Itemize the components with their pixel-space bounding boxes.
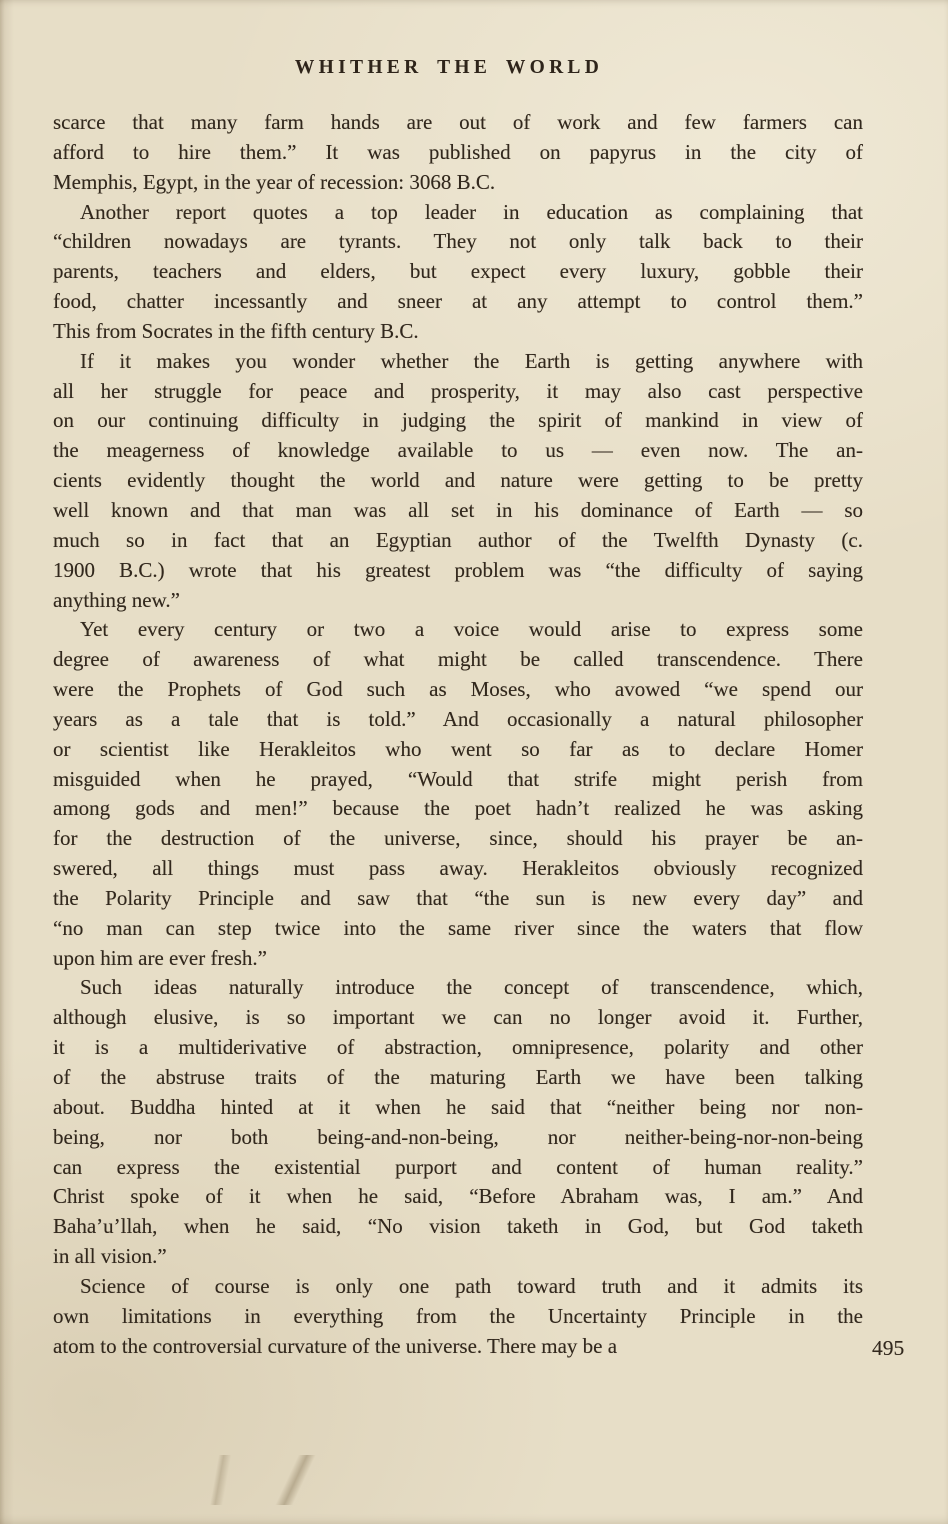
text-line: it is a multiderivative of abstraction, omnipresence, polarity and other (53, 1035, 863, 1060)
text-line: scarce that many farm hands are out of work and few farmers can (53, 110, 863, 134)
text-line: Yet every century or two a voice would arise to express some (80, 617, 863, 642)
text-line: “no man can step twice into the same river since the waters that flow (53, 915, 863, 940)
text-line: well known and that man was all set in his dominance of Earth — so (53, 497, 863, 522)
text-line: Science of course is only one path toward truth and it admits its (80, 1273, 863, 1298)
text-line: all her struggle for peace and prosperity, it may also cast perspective (53, 378, 863, 403)
text-line: upon him are ever fresh.” (53, 945, 267, 970)
text-line: misguided when he prayed, “Would that strife might perish from (53, 766, 863, 791)
page-number: 495 (872, 1336, 905, 1360)
text-line: afford to hire them.” It was published on papyrus in the city of (53, 139, 863, 164)
text-line: years as a tale that is told.” And occasionally a natural philosopher (53, 706, 863, 731)
text-line: “children nowadays are tyrants. They not only talk back to their (53, 229, 863, 254)
text-line: anything new.” (53, 587, 180, 612)
text-line: cients evidently thought the world and nature were getting to be pretty (53, 468, 863, 493)
text-line: Another report quotes a top leader in education as complaining that (80, 199, 863, 224)
text-line: Such ideas naturally introduce the concept of transcendence, which, (80, 975, 863, 1000)
text-line: the Polarity Principle and saw that “the sun is new every day” and (53, 885, 863, 910)
running-head: WHITHER THE WORLD (294, 57, 604, 78)
text-line: own limitations in everything from the Uncertainty Principle in the (53, 1303, 863, 1328)
body-text (53, 108, 863, 1361)
text-line: degree of awareness of what might be called transcendence. There (53, 647, 863, 672)
text-line: parents, teachers and elders, but expect every luxury, gobble their (53, 259, 863, 284)
text-line: can express the existential purport and content of human reality.” (53, 1154, 863, 1179)
text-line: were the Prophets of God such as Moses, who avowed “we spend our (53, 677, 863, 702)
text-line: swered, all things must pass away. Herakleitos obviously recognized (53, 856, 863, 881)
text-line: among gods and men!” because the poet hadn’t realized he was asking (53, 796, 863, 821)
text-line: If it makes you wonder whether the Earth is getting anywhere with (80, 348, 863, 373)
text-line: of the abstruse traits of the maturing Earth we have been talking (53, 1065, 863, 1089)
text-line: the meagerness of knowledge available to us — even now. The an- (53, 438, 863, 463)
text-line: Christ spoke of it when he said, “Before Abraham was, I am.” And (53, 1184, 863, 1209)
text-line: although elusive, is so important we can no longer avoid it. Further, (53, 1005, 863, 1030)
text-line: being, nor both being-and-non-being, nor neither-being-nor-non-being (53, 1124, 863, 1149)
text-line: on our continuing difficulty in judging the spirit of mankind in view of (53, 408, 863, 433)
text-line: much so in fact that an Egyptian author of the Twelfth Dynasty (c. (53, 527, 863, 552)
text-line: about. Buddha hinted at it when he said that “neither being nor non- (53, 1094, 863, 1119)
text-line: atom to the controversial curvature of the universe. There may be a (53, 1333, 618, 1358)
text-line: Memphis, Egypt, in the year of recession: 3068 B.C. (53, 169, 496, 194)
text-line: or scientist like Herakleitos who went so far as to declare Homer (53, 736, 863, 761)
text-line: in all vision.” (53, 1244, 167, 1269)
text-line: Baha’u’llah, when he said, “No vision taketh in God, but God taketh (53, 1214, 863, 1239)
text-line: food, chatter incessantly and sneer at any attempt to control them.” (53, 289, 863, 314)
text-line: 1900 B.C.) wrote that his greatest problem was “the difficulty of saying (53, 557, 863, 582)
text-line: This from Socrates in the fifth century B.C. (53, 318, 419, 343)
text-line: for the destruction of the universe, since, should his prayer be an- (53, 826, 863, 851)
